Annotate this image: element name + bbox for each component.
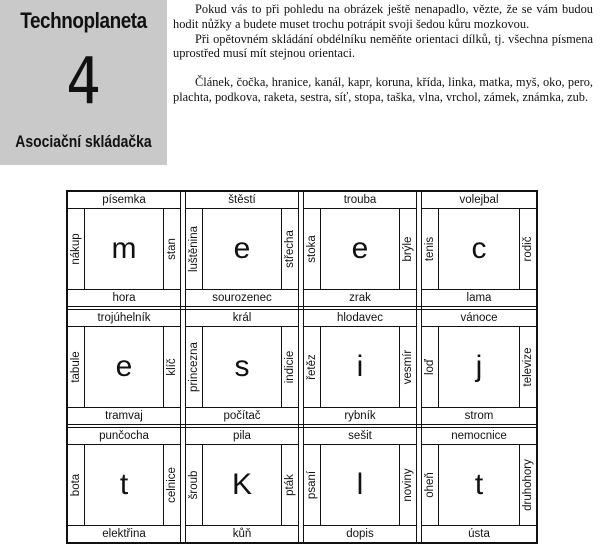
puzzle-tile[interactable]: [186, 428, 298, 542]
puzzle-subtitle: Asociační skládačka: [15, 132, 152, 151]
tile-top-word: trouba: [304, 192, 416, 209]
tile-right-cell: [163, 326, 180, 408]
tile-top-word: nemocnice: [422, 428, 536, 445]
tile-letter: t: [474, 468, 484, 501]
tile-bottom-word: dopis: [304, 525, 416, 542]
tile-left-cell: [422, 326, 439, 408]
tile-letter: l: [356, 468, 364, 501]
tile-right-cell: [281, 326, 298, 408]
tile-middle: [186, 208, 298, 290]
tile-middle: [422, 326, 536, 408]
tile-right-word: indicie: [284, 350, 296, 384]
tile-left-word: loď: [424, 358, 436, 376]
tile-right-cell: [519, 326, 536, 408]
tile-letter: i: [356, 350, 364, 383]
tile-left-word: řetěz: [306, 354, 318, 380]
tile-right-cell: [519, 208, 536, 290]
tile-middle: [304, 326, 416, 408]
tile-right-word: pták: [284, 474, 296, 496]
tile-top-word: král: [186, 310, 298, 327]
puzzle-badge: [0, 0, 167, 165]
instructions-paragraph-1: Pokud vás to při pohledu na obrázek ještě nenapadlo, vězte, že se vám budou hodit nůžky a budete muset trochu potrápit svoji šedou kůru mozkovou.: [173, 2, 593, 31]
tile-top-word: vánoce: [422, 310, 536, 327]
puzzle-tile[interactable]: [304, 192, 416, 306]
tile-left-cell: [186, 326, 203, 408]
tile-left-word: tenis: [424, 236, 436, 262]
tile-left-cell: [186, 208, 203, 290]
puzzle-tile[interactable]: [422, 192, 536, 306]
tile-left-word: luštěnina: [188, 225, 200, 273]
tile-middle: [304, 208, 416, 290]
tile-top-word: pila: [186, 428, 298, 445]
puzzle-tile[interactable]: [304, 428, 416, 542]
tile-bottom-word: kůň: [186, 525, 298, 542]
puzzle-board: [66, 190, 538, 544]
tile-middle: [68, 444, 180, 526]
tile-letter: e: [351, 232, 369, 265]
puzzle-tile[interactable]: [422, 310, 536, 424]
tile-left-cell: [304, 326, 321, 408]
tile-left-word: psaní: [306, 470, 318, 500]
tile-bottom-word: strom: [422, 407, 536, 424]
tile-right-cell: [399, 444, 416, 526]
tile-right-cell: [399, 208, 416, 290]
word-list: Článek, čočka, hranice, kanál, kapr, koruna, křída, linka, matka, myš, oko, pero, plachta, podkova, raketa, sestra, síť, stopa, taška, vlna, vrchol, zámek, známka, zub.: [173, 75, 593, 104]
tile-left-cell: [68, 208, 85, 290]
tile-left-word: bota: [70, 473, 82, 497]
tile-left-word: stoka: [306, 235, 318, 263]
tile-right-word: klíč: [166, 358, 178, 376]
tile-right-word: stan: [166, 238, 178, 260]
tile-top-word: trojúhelník: [68, 310, 180, 327]
tile-bottom-word: tramvaj: [68, 407, 180, 424]
tile-right-word: celnice: [166, 467, 178, 503]
tile-right-word: brýle: [402, 236, 414, 262]
magazine-title: Technoplaneta: [20, 8, 147, 33]
tile-letter: e: [115, 350, 133, 383]
tile-middle: [304, 444, 416, 526]
puzzle-tile[interactable]: [68, 192, 180, 306]
tile-bottom-word: rybník: [304, 407, 416, 424]
tile-right-word: televize: [522, 347, 534, 387]
tile-middle: [186, 444, 298, 526]
instructions: [173, 2, 593, 105]
tile-top-word: punčocha: [68, 428, 180, 445]
tile-top-word: sešit: [304, 428, 416, 445]
tile-middle: [68, 326, 180, 408]
tile-bottom-word: sourozenec: [186, 289, 298, 306]
tile-letter: j: [475, 350, 483, 383]
tile-bottom-word: lama: [422, 289, 536, 306]
tile-middle: [68, 208, 180, 290]
tile-left-word: tabule: [70, 351, 82, 383]
tile-left-word: oheň: [424, 472, 436, 498]
tile-right-cell: [281, 208, 298, 290]
tile-middle: [422, 208, 536, 290]
tile-middle: [422, 444, 536, 526]
tile-letter: m: [111, 232, 137, 265]
tile-bottom-word: hora: [68, 289, 180, 306]
tile-letter: e: [233, 232, 251, 265]
tile-top-word: štěstí: [186, 192, 298, 209]
tile-right-cell: [281, 444, 298, 526]
tile-right-word: druhohory: [522, 459, 534, 511]
tile-bottom-word: elektřina: [68, 525, 180, 542]
tile-left-cell: [304, 208, 321, 290]
tile-bottom-word: počítač: [186, 407, 298, 424]
tile-letter: c: [471, 232, 487, 265]
tile-left-cell: [422, 444, 439, 526]
tile-left-cell: [422, 208, 439, 290]
tile-middle: [186, 326, 298, 408]
puzzle-tile[interactable]: [422, 428, 536, 542]
tile-letter: t: [119, 468, 129, 501]
instructions-paragraph-2: Při opětovném skládání obdélníku neměňte orientaci dílků, tj. všechna písmena uprostřed musí mít stejnou orientaci.: [173, 31, 593, 61]
tile-right-cell: [163, 208, 180, 290]
tile-left-cell: [304, 444, 321, 526]
tile-left-word: princezna: [188, 342, 200, 392]
tile-bottom-word: ústa: [422, 525, 536, 542]
puzzle-tile[interactable]: [68, 310, 180, 424]
tile-letter: s: [234, 350, 250, 383]
tile-left-cell: [68, 326, 85, 408]
puzzle-tile[interactable]: [68, 428, 180, 542]
tile-right-cell: [163, 444, 180, 526]
puzzle-tile[interactable]: [186, 192, 298, 306]
tile-top-word: volejbal: [422, 192, 536, 209]
tile-right-cell: [399, 326, 416, 408]
tile-right-word: rodič: [522, 236, 534, 262]
tile-right-cell: [519, 444, 536, 526]
tile-letter: K: [231, 468, 252, 501]
tile-left-cell: [68, 444, 85, 526]
tile-left-cell: [186, 444, 203, 526]
puzzle-tile[interactable]: [186, 310, 298, 424]
tile-bottom-word: zrak: [304, 289, 416, 306]
tile-right-word: střecha: [284, 230, 296, 268]
tile-left-word: šroub: [188, 470, 200, 500]
tile-top-word: hlodavec: [304, 310, 416, 327]
puzzle-tile[interactable]: [304, 310, 416, 424]
puzzle-number: 4: [66, 45, 101, 119]
tile-top-word: písemka: [68, 192, 180, 209]
tile-right-word: vesmír: [402, 349, 414, 385]
tile-left-word: nákup: [70, 233, 82, 265]
tile-right-word: noviny: [402, 468, 414, 502]
